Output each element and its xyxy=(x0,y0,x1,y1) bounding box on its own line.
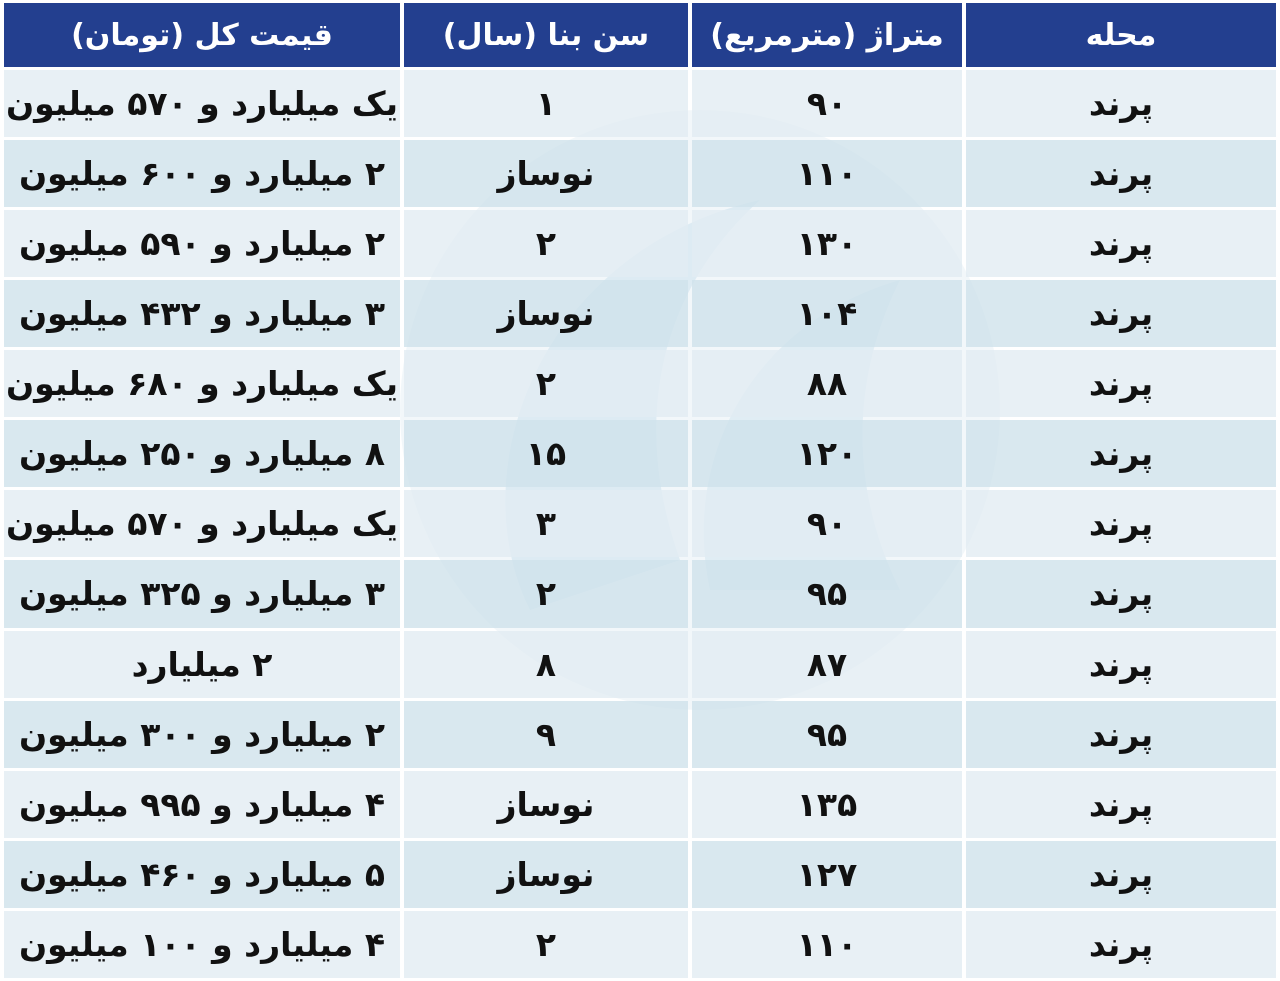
header-neighborhood: محله xyxy=(966,3,1276,67)
cell-age: ۱۵ xyxy=(404,420,688,487)
table-row xyxy=(4,490,1276,557)
cell-age: ۲ xyxy=(404,560,688,627)
table-row xyxy=(4,631,1276,698)
table-row xyxy=(4,701,1276,768)
header-total-price: قیمت کل (تومان) xyxy=(4,3,400,67)
cell-price: ۲ میلیارد xyxy=(4,631,400,698)
cell-neighborhood: پرند xyxy=(966,140,1276,207)
cell-price: ۲ میلیارد و ۳۰۰ میلیون xyxy=(4,701,400,768)
cell-area: ۱۲۰ xyxy=(692,420,962,487)
table-row xyxy=(4,841,1276,908)
header-building-age: سن بنا (سال) xyxy=(404,3,688,67)
cell-age: ۲ xyxy=(404,350,688,417)
cell-age: ۱ xyxy=(404,70,688,137)
cell-age: ۹ xyxy=(404,701,688,768)
header-area: متراژ (مترمربع) xyxy=(692,3,962,67)
cell-neighborhood: پرند xyxy=(966,841,1276,908)
table-row xyxy=(4,560,1276,627)
cell-price: یک میلیارد و ۵۷۰ میلیون xyxy=(4,490,400,557)
cell-age: نوساز xyxy=(404,841,688,908)
cell-neighborhood: پرند xyxy=(966,420,1276,487)
cell-neighborhood: پرند xyxy=(966,701,1276,768)
cell-area: ۱۱۰ xyxy=(692,911,962,978)
cell-age: ۸ xyxy=(404,631,688,698)
cell-area: ۱۳۰ xyxy=(692,210,962,277)
cell-neighborhood: پرند xyxy=(966,280,1276,347)
cell-price: ۳ میلیارد و ۳۲۵ میلیون xyxy=(4,560,400,627)
cell-age: نوساز xyxy=(404,771,688,838)
cell-area: ۹۵ xyxy=(692,560,962,627)
cell-neighborhood: پرند xyxy=(966,771,1276,838)
cell-neighborhood: پرند xyxy=(966,210,1276,277)
table-row xyxy=(4,911,1276,978)
cell-price: ۲ میلیارد و ۶۰۰ میلیون xyxy=(4,140,400,207)
table-row xyxy=(4,280,1276,347)
cell-price: ۳ میلیارد و ۴۳۲ میلیون xyxy=(4,280,400,347)
cell-area: ۱۳۵ xyxy=(692,771,962,838)
cell-neighborhood: پرند xyxy=(966,911,1276,978)
cell-area: ۹۵ xyxy=(692,701,962,768)
cell-neighborhood: پرند xyxy=(966,560,1276,627)
table-row xyxy=(4,210,1276,277)
table-row xyxy=(4,70,1276,137)
cell-age: نوساز xyxy=(404,280,688,347)
table-row xyxy=(4,420,1276,487)
cell-area: ۱۲۷ xyxy=(692,841,962,908)
cell-price: یک میلیارد و ۶۸۰ میلیون xyxy=(4,350,400,417)
cell-price: ۵ میلیارد و ۴۶۰ میلیون xyxy=(4,841,400,908)
table-row xyxy=(4,771,1276,838)
cell-age: ۳ xyxy=(404,490,688,557)
table-row xyxy=(4,140,1276,207)
table-row xyxy=(4,350,1276,417)
table-header-row xyxy=(4,3,1276,67)
cell-area: ۸۷ xyxy=(692,631,962,698)
cell-area: ۸۸ xyxy=(692,350,962,417)
cell-price: ۴ میلیارد و ۹۹۵ میلیون xyxy=(4,771,400,838)
cell-price: ۴ میلیارد و ۱۰۰ میلیون xyxy=(4,911,400,978)
cell-neighborhood: پرند xyxy=(966,490,1276,557)
cell-price: ۲ میلیارد و ۵۹۰ میلیون xyxy=(4,210,400,277)
cell-neighborhood: پرند xyxy=(966,70,1276,137)
cell-neighborhood: پرند xyxy=(966,350,1276,417)
cell-area: ۹۰ xyxy=(692,490,962,557)
cell-price: ۸ میلیارد و ۲۵۰ میلیون xyxy=(4,420,400,487)
cell-price: یک میلیارد و ۵۷۰ میلیون xyxy=(4,70,400,137)
cell-age: نوساز xyxy=(404,140,688,207)
cell-age: ۲ xyxy=(404,911,688,978)
cell-area: ۱۱۰ xyxy=(692,140,962,207)
cell-area: ۱۰۴ xyxy=(692,280,962,347)
cell-age: ۲ xyxy=(404,210,688,277)
cell-neighborhood: پرند xyxy=(966,631,1276,698)
cell-area: ۹۰ xyxy=(692,70,962,137)
